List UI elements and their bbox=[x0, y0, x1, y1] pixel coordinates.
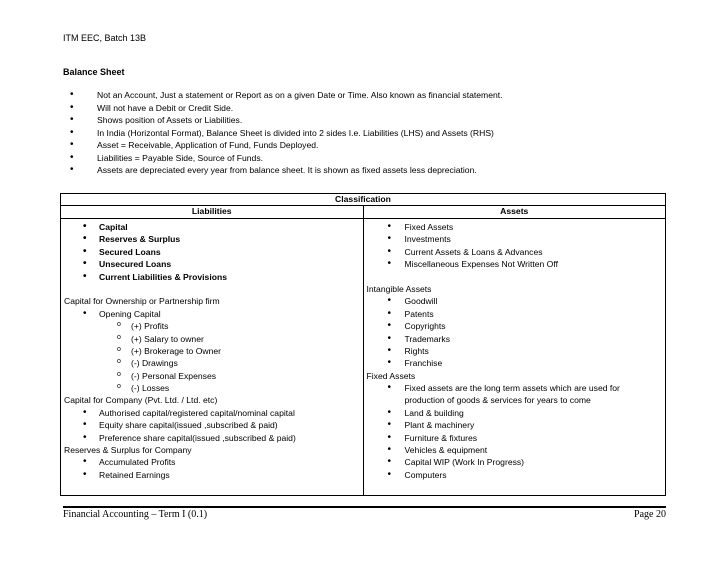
intangible-asset-item: • Patents bbox=[367, 309, 663, 321]
liabilities-cell bbox=[61, 219, 364, 496]
footer-course-title: Financial Accounting – Term I (0.1) bbox=[63, 509, 208, 520]
asset-item: • Miscellaneous Expenses Not Written Off bbox=[367, 259, 663, 271]
fixed-asset-item: • Land & building bbox=[367, 408, 663, 420]
footer-rule bbox=[63, 506, 666, 508]
intro-bullet: • In India (Horizontal Format), Balance Sheet is divided into 2 sides I.e. Liabilities (LHS) and Assets (RHS) bbox=[63, 128, 663, 141]
intro-bullet: • Assets are depreciated every year from balance sheet. It is shown as fixed assets less depreciation. bbox=[63, 165, 663, 178]
opening-capital-subitem: o (+) Profits bbox=[64, 321, 360, 333]
intro-bullet: • Will not have a Debit or Credit Side. bbox=[63, 103, 663, 116]
reserves-item: • Retained Earnings bbox=[64, 470, 360, 482]
intro-bullet-list bbox=[63, 90, 663, 178]
liability-item: • Secured Loans bbox=[64, 247, 360, 259]
company-capital-heading: Capital for Company (Pvt. Ltd. / Ltd. etc) bbox=[64, 395, 218, 406]
intangible-asset-item: • Trademarks bbox=[367, 334, 663, 346]
fixed-asset-item: • Computers bbox=[367, 470, 663, 482]
opening-capital-subitem: o (-) Personal Expenses bbox=[64, 371, 360, 383]
opening-capital-subitem: o (+) Brokerage to Owner bbox=[64, 346, 360, 358]
opening-capital-subitem: o (-) Losses bbox=[64, 383, 360, 395]
reserves-item: • Accumulated Profits bbox=[64, 457, 360, 469]
fixed-asset-item: • Plant & machinery bbox=[367, 420, 663, 432]
company-capital-item: • Authorised capital/registered capital/nominal capital bbox=[64, 408, 360, 420]
classification-table bbox=[60, 193, 666, 496]
page-number: Page 20 bbox=[634, 509, 666, 520]
fixed-assets-description-cont: production of goods & services for years to come bbox=[404, 395, 591, 406]
assets-column-header: Assets bbox=[363, 206, 666, 219]
intro-bullet: • Asset = Receivable, Application of Fund, Funds Deployed. bbox=[63, 140, 663, 153]
fixed-asset-item: • Capital WIP (Work In Progress) bbox=[367, 457, 663, 469]
section-title: Balance Sheet bbox=[63, 67, 125, 77]
reserves-heading: Reserves & Surplus for Company bbox=[64, 445, 192, 456]
intangible-asset-item: • Franchise bbox=[367, 358, 663, 370]
fixed-asset-item: • Vehicles & equipment bbox=[367, 445, 663, 457]
liabilities-column-header: Liabilities bbox=[61, 206, 364, 219]
company-capital-item: • Equity share capital(issued ,subscribed & paid) bbox=[64, 420, 360, 432]
intro-bullet: • Liabilities = Payable Side, Source of Funds. bbox=[63, 153, 663, 166]
assets-cell bbox=[363, 219, 666, 496]
company-capital-item: • Preference share capital(issued ,subscribed & paid) bbox=[64, 433, 360, 445]
intangible-asset-item: • Copyrights bbox=[367, 321, 663, 333]
opening-capital-subitem: o (-) Drawings bbox=[64, 358, 360, 370]
asset-item: • Current Assets & Loans & Advances bbox=[367, 247, 663, 259]
liability-item: • Capital bbox=[64, 222, 360, 234]
opening-capital-item: • Opening Capital bbox=[64, 309, 360, 321]
page-footer bbox=[63, 509, 666, 521]
intro-bullet: • Shows position of Assets or Liabilities. bbox=[63, 115, 663, 128]
asset-item: • Investments bbox=[367, 234, 663, 246]
intangible-asset-item: • Goodwill bbox=[367, 296, 663, 308]
intro-bullet: • Not an Account, Just a statement or Report as on a given Date or Time. Also known as financial statement. bbox=[63, 90, 663, 103]
liability-item: • Current Liabilities & Provisions bbox=[64, 272, 360, 284]
opening-capital-subitem: o (+) Salary to owner bbox=[64, 334, 360, 346]
page-header: ITM EEC, Batch 13B bbox=[63, 33, 147, 43]
asset-item: • Fixed Assets bbox=[367, 222, 663, 234]
liability-item: • Reserves & Surplus bbox=[64, 234, 360, 246]
classification-header: Classification bbox=[61, 194, 666, 206]
ownership-capital-heading: Capital for Ownership or Partnership firm bbox=[64, 296, 220, 307]
fixed-assets-heading: Fixed Assets bbox=[366, 370, 416, 381]
liability-item: • Unsecured Loans bbox=[64, 259, 360, 271]
intangible-asset-item: • Rights bbox=[367, 346, 663, 358]
fixed-asset-item: • Furniture & fixtures bbox=[367, 433, 663, 445]
fixed-assets-description: • Fixed assets are the long term assets which are used for bbox=[367, 383, 663, 395]
intangible-assets-heading: Intangible Assets bbox=[366, 283, 432, 294]
